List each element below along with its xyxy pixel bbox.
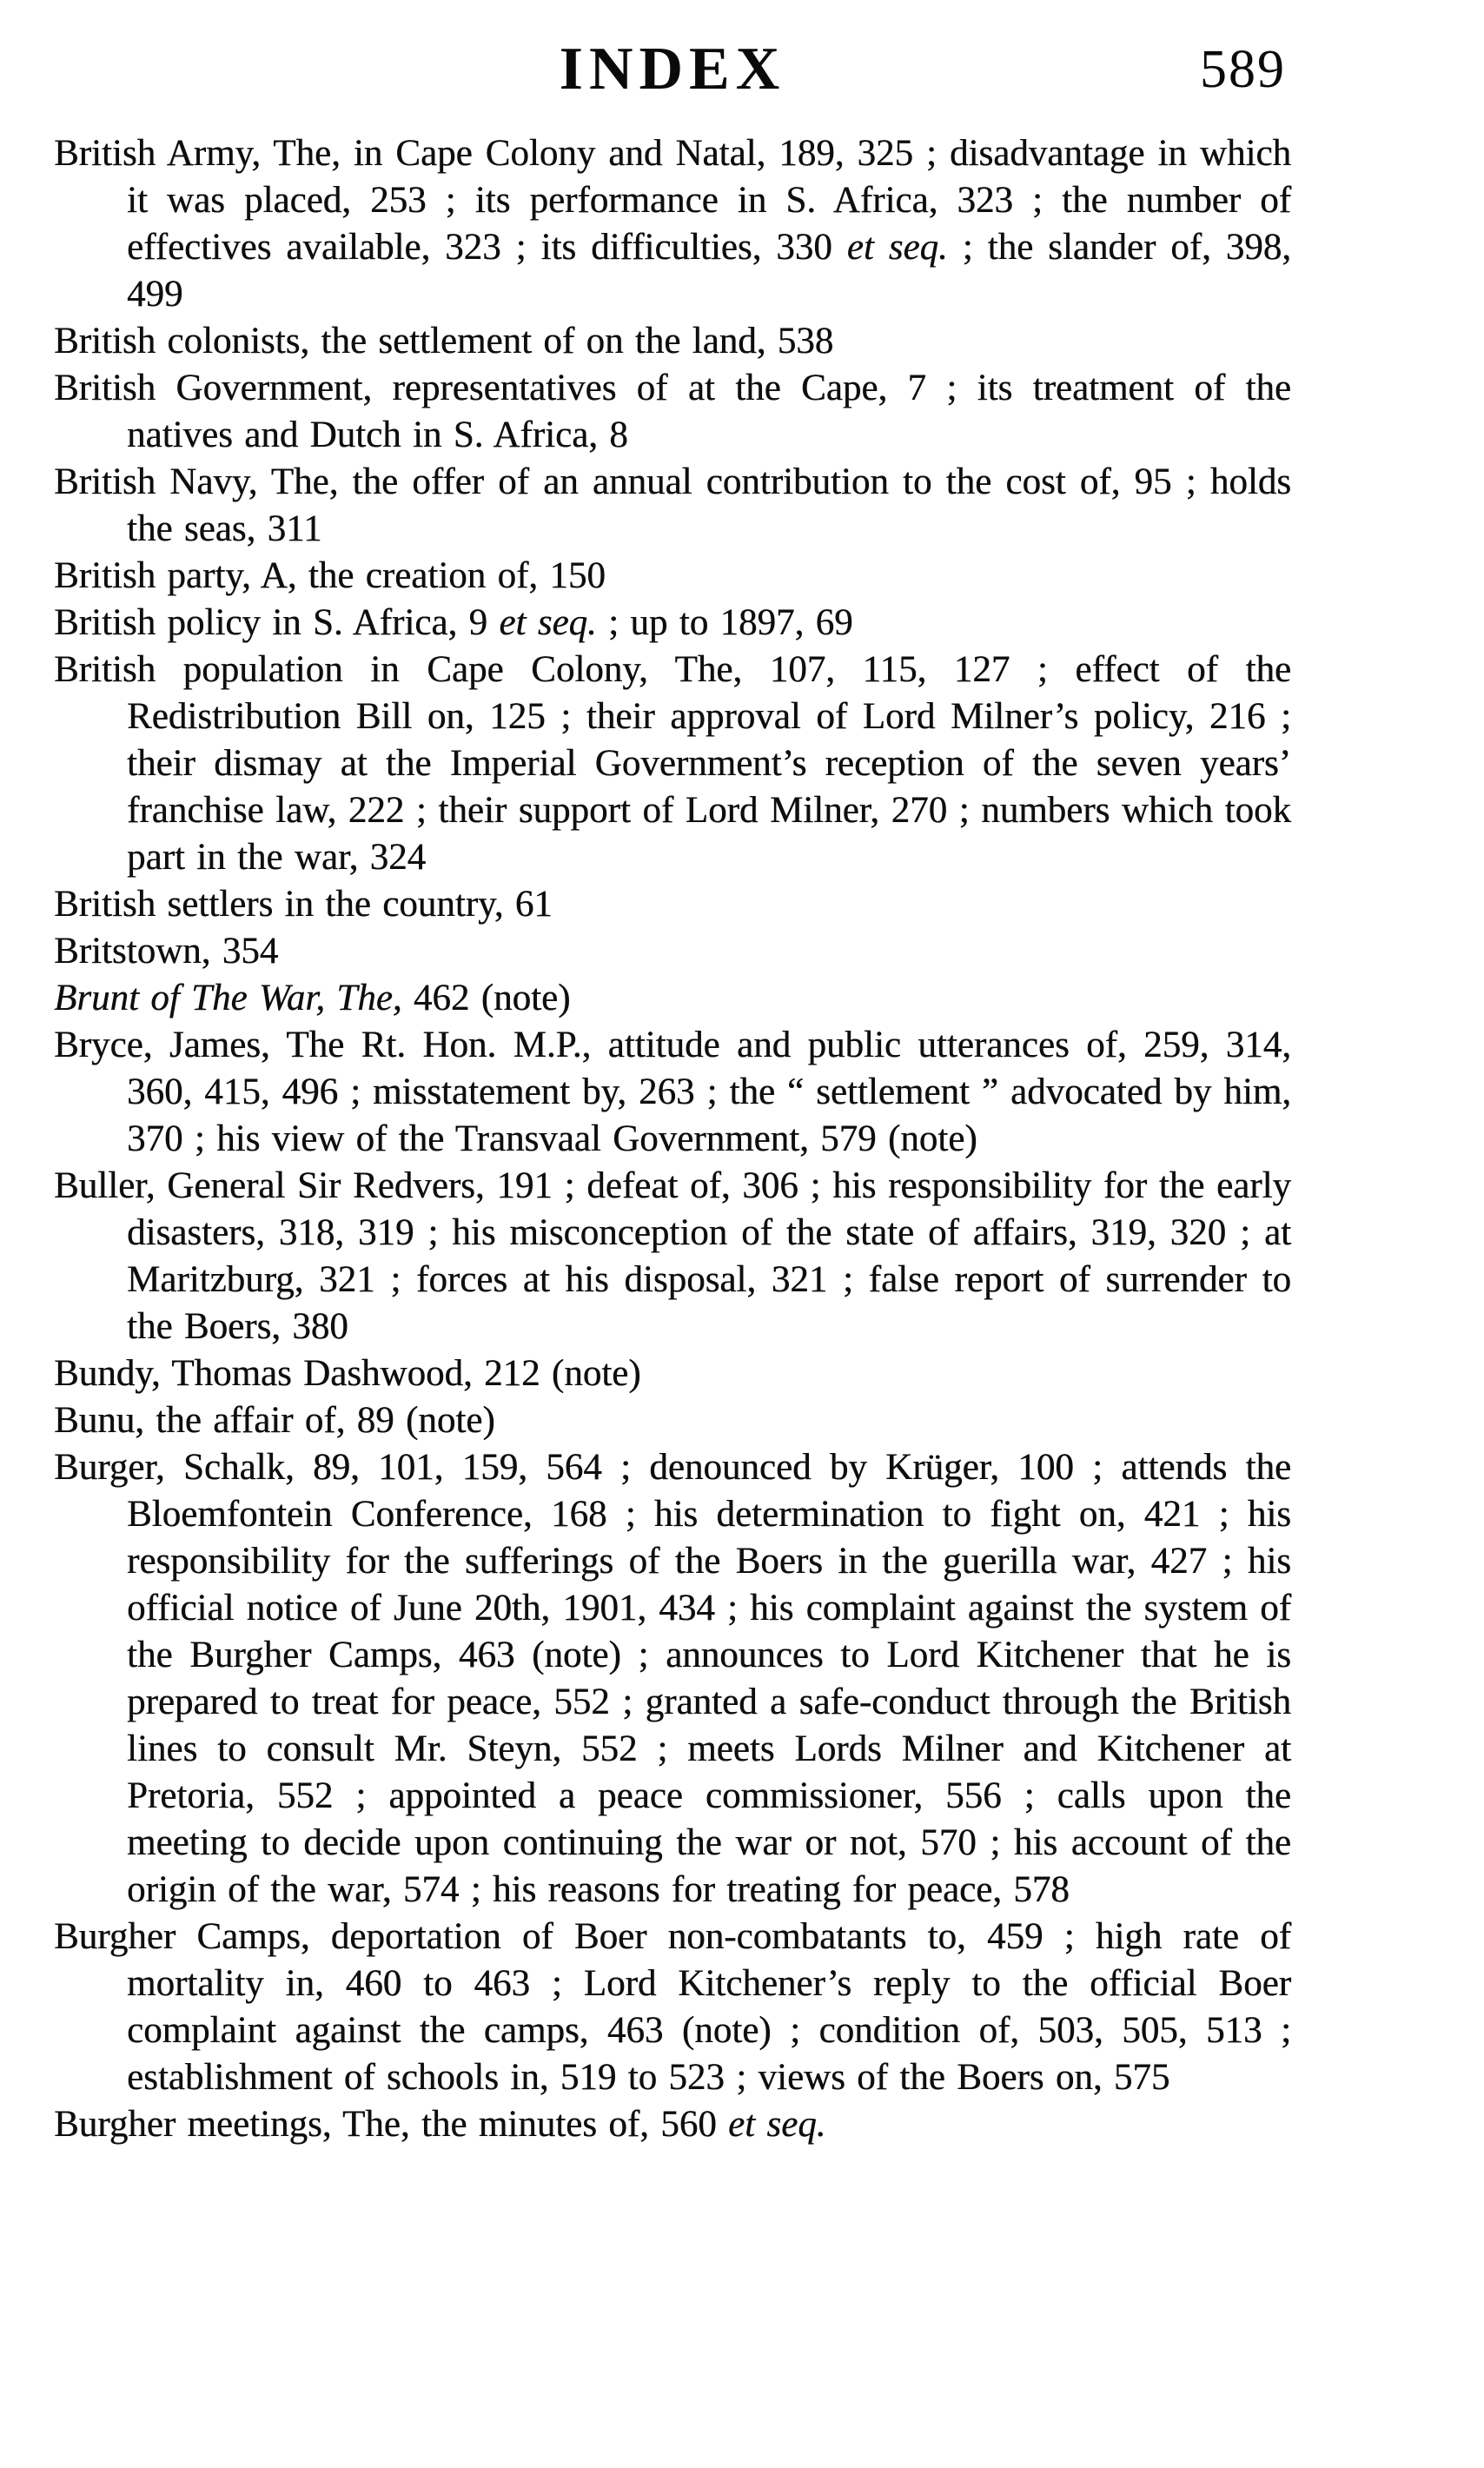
- entry-text: British Army, The, in Cape Colony and Natal, 189, 325 ; disadvantage in which it was placed, 253 ; its performance in S. Africa, 323 ; the number of effectives available, 323 ; its difficulties, 330: [54, 133, 1291, 268]
- entry-text: Bundy, Thomas Dashwood, 212 (note): [54, 1353, 641, 1394]
- index-entry: [54, 130, 1291, 318]
- entry-text: British settlers in the country, 61: [54, 884, 553, 925]
- entry-text: Bunu, the affair of, 89 (note): [54, 1400, 495, 1441]
- index-entry: [54, 365, 1291, 459]
- index-entry: [54, 1022, 1291, 1163]
- entry-text: Britstown, 354: [54, 931, 279, 972]
- italic-text: Brunt of The War, The,: [54, 978, 402, 1018]
- index-entry: [54, 975, 1291, 1022]
- entry-text: British Government, representatives of at the Cape, 7 ; its treatment of the natives and Dutch in S. Africa, 8: [54, 368, 1291, 455]
- entry-text: British population in Cape Colony, The, 107, 115, 127 ; effect of the Redistribution Bill on, 125 ; their approval of Lord Milner’s policy, 216 ; their dismay at the Imperial Government’s reception of the seven years’ franchise law, 222 ; their support of Lord Milner, 270 ; numbers which took part in the war, 324: [54, 649, 1291, 878]
- index-entry: [54, 928, 1291, 975]
- index-entry: [54, 1350, 1291, 1397]
- index-entry: [54, 1444, 1291, 1914]
- index-entry: [54, 2101, 1291, 2148]
- index-entry: [54, 1914, 1291, 2101]
- entry-text: Burgher Camps, deportation of Boer non-combatants to, 459 ; high rate of mortality in, 460 to 463 ; Lord Kitchener’s reply to the official Boer complaint against the camps, 463 (note) ; condition of, 503, 505, 513 ; establishment of schools in, 519 to 523 ; views of the Boers on, 575: [54, 1916, 1291, 2098]
- italic-text: et seq.: [499, 602, 597, 643]
- entry-text: British policy in S. Africa, 9: [54, 602, 500, 643]
- index-entry: [54, 1397, 1291, 1444]
- index-entries: [54, 130, 1291, 2148]
- entry-text: 462 (note): [401, 978, 571, 1018]
- page-number: 589: [1200, 40, 1286, 99]
- page-title: INDEX: [559, 36, 786, 103]
- italic-text: et seq.: [728, 2104, 826, 2145]
- entry-text: Buller, General Sir Redvers, 191 ; defeat of, 306 ; his responsibility for the early disasters, 318, 319 ; his misconception of the state of affairs, 319, 320 ; at Maritzburg, 321 ; forces at his disposal, 321 ; false report of surrender to the Boers, 380: [54, 1165, 1291, 1347]
- index-entry: [54, 600, 1291, 647]
- entry-text: British Navy, The, the offer of an annual contribution to the cost of, 95 ; holds the seas, 311: [54, 461, 1291, 549]
- index-entry: [54, 1163, 1291, 1350]
- entry-text: British colonists, the settlement of on the land, 538: [54, 321, 834, 362]
- index-entry: [54, 459, 1291, 553]
- entry-text: ; the slander of, 398, 499: [127, 227, 1292, 315]
- index-entry: [54, 881, 1291, 928]
- entry-text: ; up to 1897, 69: [596, 602, 853, 643]
- entry-text: British party, A, the creation of, 150: [54, 555, 606, 596]
- index-entry: [54, 647, 1291, 881]
- italic-text: et seq.: [846, 227, 948, 268]
- entry-text: Burgher meetings, The, the minutes of, 560: [54, 2104, 729, 2145]
- index-entry: [54, 318, 1291, 365]
- page-header: [54, 33, 1291, 106]
- entry-text: Burger, Schalk, 89, 101, 159, 564 ; denounced by Krüger, 100 ; attends the Bloemfontein Conference, 168 ; his determination to fight on, 421 ; his responsibility for the sufferings of the Boers in the guerilla war, 427 ; his official notice of June 20th, 1901, 434 ; his complaint against the system of the Burgher Camps, 463 (note) ; announces to Lord Kitchener that he is prepared to treat for peace, 552 ; granted a safe-conduct through the British lines to consult Mr. Steyn, 552 ; meets Lords Milner and Kitchener at Pretoria, 552 ; appointed a peace commissioner, 556 ; calls upon the meeting to decide upon continuing the war or not, 570 ; his account of the origin of the war, 574 ; his reasons for treating for peace, 578: [54, 1447, 1291, 1910]
- index-entry: [54, 553, 1291, 600]
- entry-text: Bryce, James, The Rt. Hon. M.P., attitude and public utterances of, 259, 314, 360, 415, 496 ; misstatement by, 263 ; the “ settlement ” advocated by him, 370 ; his view of the Transvaal Government, 579 (note): [54, 1025, 1291, 1159]
